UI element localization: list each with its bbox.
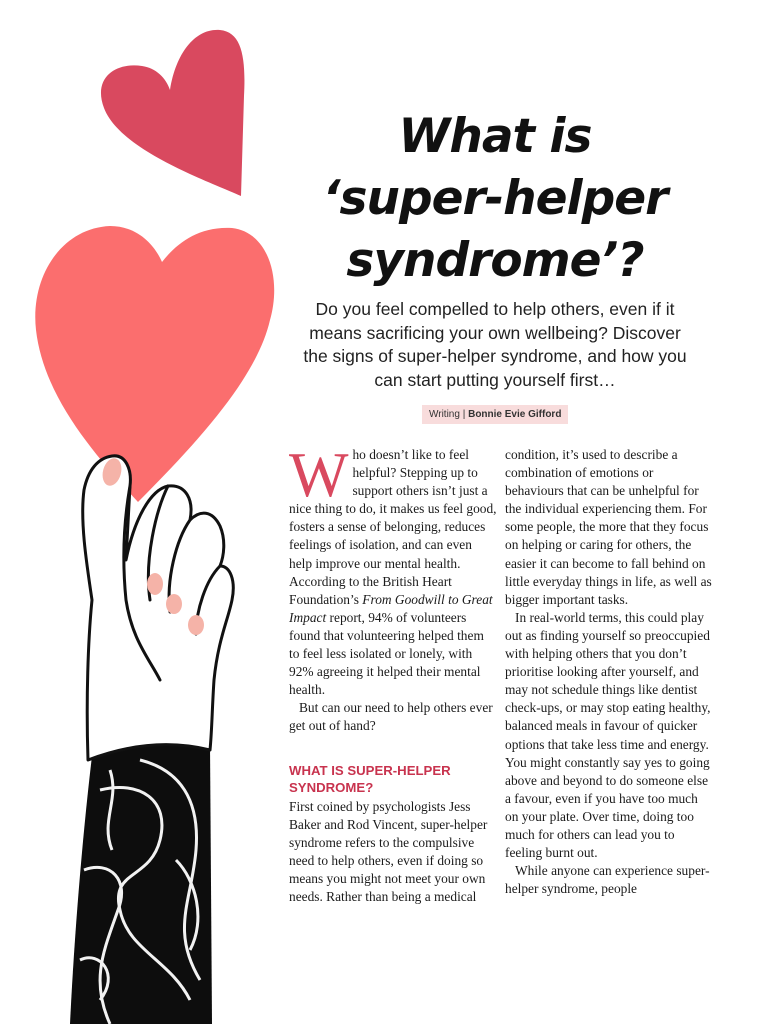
- paragraph-intro: Who doesn’t like to feel helpful? Stepping up to support others isn’t just a nice thing to do, it makes us feel good, fosters a sense of belonging, reduces feelings of isolation, and can even help improve our mental health. According to the British Heart Foundation’s From Goodwill to Great Impact report, 94% of volunteers found that volunteering helped them to feel less isolated or lonely, with 92% agreeing it helped their mental health.: [289, 440, 497, 698]
- paragraph: condition, it’s used to describe a combination of emotions or behaviours that can be unhelpful for the individual experiencing them. For some people, the more that they focus on helping or caring for others, the easier it can become to fall behind on little everyday things in life, as well as bigger important tasks.: [505, 447, 712, 607]
- byline-author: Bonnie Evie Gifford: [468, 409, 562, 420]
- standfirst: Do you feel compelled to help others, even if it means sacrificing your own wellbeing? Discover the signs of super-helper syndrome, and how you can start putting yourself first…: [303, 299, 687, 390]
- drop-cap: W: [289, 440, 349, 510]
- paragraph: In real-world terms, this could play out as finding yourself so preoccupied with helping others that you don’t prioritise looking after yourself, and may not schedule things like dentist check-ups, or may stop eating healthy, balanced meals in favour of quicker options that take less time and energy. You might constantly say yes to going above and beyond to do someone else a favour, even if you have too much on your plate. Over time, doing too much for others can lead you to feeling burnt out.: [505, 609, 711, 861]
- article-column-1: [289, 440, 497, 906]
- article-column-2: [505, 446, 713, 898]
- byline-label: Writing |: [429, 409, 466, 420]
- title-line-2: ‘super-helper: [322, 171, 668, 226]
- byline: [422, 405, 568, 424]
- paragraph: While anyone can experience super-helper syndrome, people: [505, 863, 710, 897]
- small-heart-icon: [101, 30, 244, 196]
- hand: [83, 456, 234, 760]
- title-line-3: syndrome’?: [346, 233, 644, 288]
- large-heart-icon: [35, 226, 274, 502]
- article-title: [300, 106, 690, 292]
- title-line-1: What is: [398, 109, 592, 164]
- section-heading: WHAT IS SUPER-HELPER SYNDROME?: [289, 762, 451, 795]
- paragraph: First coined by psychologists Jess Baker and Rod Vincent, super-helper syndrome refers to the compulsive need to help others, even if doing so means you might not meet your own needs. Rather than being a medical: [289, 798, 488, 904]
- illustration-heart-hand: [0, 0, 290, 1024]
- paragraph: But can our need to help others ever get out of hand?: [289, 700, 493, 734]
- report-title: From Goodwill to Great Impact: [289, 591, 493, 625]
